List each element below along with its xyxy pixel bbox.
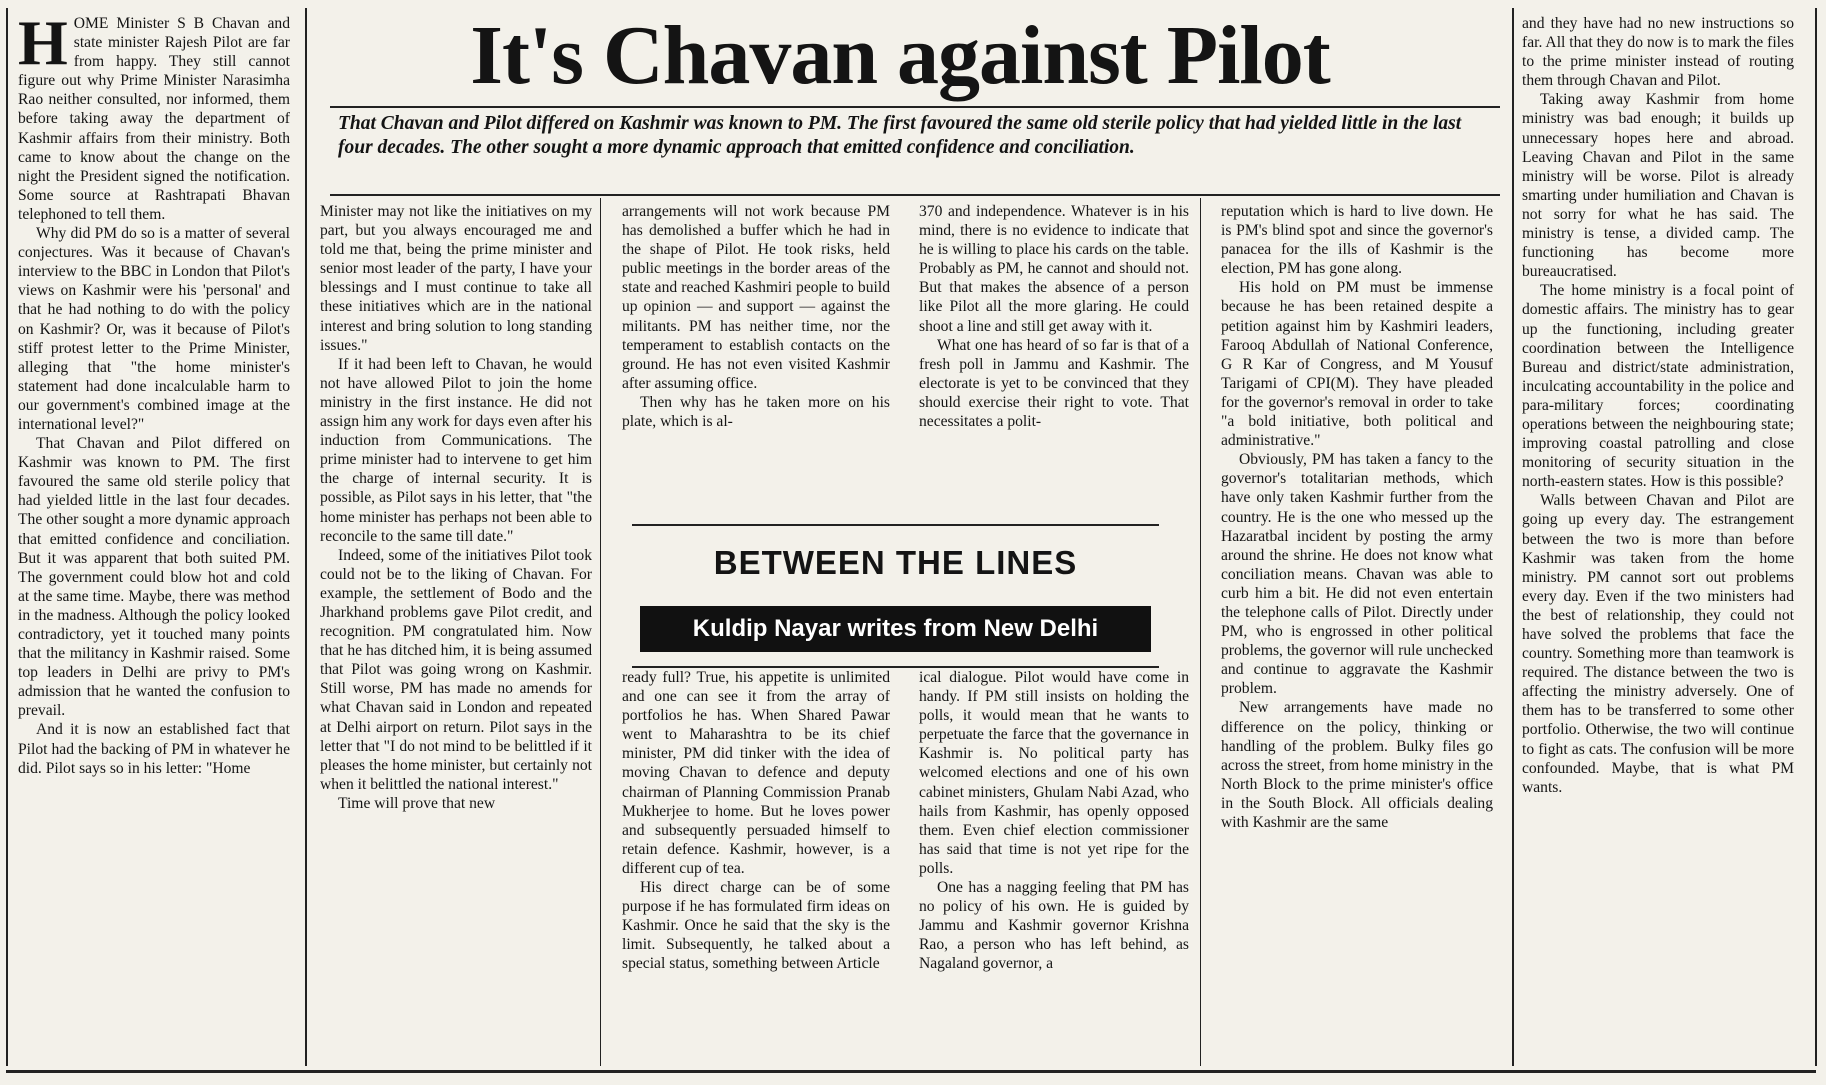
- paragraph: One has a nagging feeling that PM has no policy of his own. He is guided by Jammu and Kashmir governor Krishna Rao, a person who has left behind, as Nagaland governor, a: [919, 879, 1189, 973]
- paragraph: The home ministry is a focal point of domestic affairs. The ministry has to gear up the functioning, including greater coordination between the Intelligence Bureau and district/state administration, inculcating accountability in the police and para-military forces; coordinating operations between the neighbouring state; improving coastal patrolling and close monitoring of security situation in the north-eastern states. How is this possible?: [1522, 282, 1794, 491]
- paragraph: His hold on PM must be immense because he has been retained despite a petition against him by Kashmiri leaders, Farooq Abdullah of National Conference, G R Kar of Congress, and M Yousuf Tarigami of CPI(M). They have pleaded for the governor's removal in order to take "a bold initiative, both political and administrative.": [1221, 279, 1493, 450]
- lead-paragraph: OME Minister S B Chavan and state minister Rajesh Pilot are far from happy. They still cannot figure out why Prime Minister Narasimha Rao neither consulted, nor informed, them before taking away the department of Kashmir affairs from their ministry. Both came to know about the change on the night the President signed the notification. Some source at Rashtrapati Bhavan telephoned to tell them.: [18, 15, 290, 223]
- column-rule: [305, 8, 307, 1066]
- column-rule: [1512, 8, 1514, 1066]
- paragraph: arrangements will not work because PM has demolished a buffer which he had in the shape of Pilot. He took risks, held public meetings in the border areas of the state and reached Kashmiri people to build up opinion — and support — against the militants. PM has neither time, nor the temperament to establish contacts on the ground. He has not even visited Kashmir after assuming office.: [622, 203, 890, 392]
- article-column-4-bottom: [919, 668, 1189, 1068]
- article-column-5: [1221, 202, 1493, 1070]
- paragraph: Walls between Chavan and Pilot are going up every day. The estrangement between the two is more than before Kashmir was taken from the home ministry. PM cannot sort out problems every day. Even if the two ministers had the best of relationship, they could not have solved the problems that face the country. Something more than teamwork is required. The distance between the two is affecting the ministry adversely. One of them has to be transferred to some other portfolio. Otherwise, the two will continue to fight as cats. The confusion will be more confounded. Maybe, that is what PM wants.: [1522, 492, 1794, 796]
- paragraph: 370 and independence. Whatever is in his mind, there is no evidence to indicate that he is willing to place his cards on the table. Probably as PM, he cannot and should not. But that makes the absence of a person like Pilot all the more glaring. He could shoot a line and still get away with it.: [919, 203, 1189, 335]
- paragraph: That Chavan and Pilot differed on Kashmir was known to PM. The first favoured the same old sterile policy that had yielded little in the last four decades. The other sought a more dynamic approach that emitted confidence and conciliation. But it was apparent that both suited PM. The government could blow hot and cold at the same time. Maybe, there was method in the madness. Although the policy looked contradictory, yet it touched many points that the militancy in Kashmir raised. Some top leaders in Delhi are privy to PM's admission that he wanted the confusion to prevail.: [18, 435, 290, 720]
- column-title: BETWEEN THE LINES: [713, 544, 1078, 581]
- column-rule: [1200, 198, 1201, 1066]
- article-column-6: [1522, 14, 1794, 1070]
- column-rule: [6, 8, 8, 1066]
- article-column-3-top: [622, 202, 890, 514]
- headline-rule: [330, 106, 1500, 108]
- byline: Kuldip Nayar writes from New Delhi: [640, 606, 1151, 652]
- column-rule: [1815, 8, 1817, 1066]
- column-rule: [600, 198, 601, 1066]
- paragraph: If it had been left to Chavan, he would not have allowed Pilot to join the home ministry in the first instance. He did not assign him any work for days even after his induction from Communications. The prime minister had to intervene to get him the charge of internal security. It is possible, as Pilot says in his letter, that "the home minister has perhaps not been able to reconcile to the same till date.": [320, 355, 592, 545]
- article-column-1: [18, 14, 290, 1070]
- paragraph: Why did PM do so is a matter of several conjectures. Was it because of Chavan's interview to the BBC in London that Pilot's views on Kashmir were his 'personal' and that he had nothing to do with the policy on Kashmir? Or, was it because of Pilot's stiff protest letter to the Prime Minister, alleging that "the home minister's statement had done incalculable harm to our government's combined image at the international level?": [18, 225, 290, 433]
- article-column-2: [320, 202, 592, 1070]
- article-column-4-top: [919, 202, 1189, 514]
- paragraph: Then why has he taken more on his plate, which is al-: [622, 393, 890, 431]
- paragraph: What one has heard of so far is that of a fresh poll in Jammu and Kashmir. The electorate is yet to be convinced that they should exercise their right to vote. That necessitates a polit-: [919, 336, 1189, 431]
- paragraph: His direct charge can be of some purpose if he has formulated firm ideas on Kashmir. Once he said that the sky is the limit. Subsequently, he talked about a special status, something between Article: [622, 879, 890, 973]
- drop-cap: H: [18, 14, 68, 78]
- column-title-box: [632, 524, 1159, 668]
- article-column-3-bottom: [622, 668, 890, 1068]
- headline: It's Chavan against Pilot: [470, 9, 1330, 102]
- deck-rule: [330, 194, 1500, 196]
- paragraph: and they have had no new instructions so far. All that they do now is to mark the files to the prime minister instead of routing them through Chavan and Pilot.: [1522, 15, 1794, 90]
- paragraph: ready full? True, his appetite is unlimited and one can see it from the array of portfolios he has. When Shared Pawar went to Maharashtra to be its chief minister, PM did tinker with the idea of moving Chavan to defence and deputy chairman of Planning Commission Pranab Mukherjee to home. But he loves power and subsequently persuaded himself to retain defence. Kashmir, however, is a different cup of tea.: [622, 669, 890, 877]
- paragraph: Taking away Kashmir from home ministry was bad enough; it builds up unnecessary hopes here and abroad. Leaving Chavan and Pilot in the same ministry will be worse. Pilot is already smarting under humiliation and Chavan is not sorry for what he has said. The ministry is tense, a divided camp. The functioning has become more bureaucratised.: [1522, 91, 1794, 281]
- paragraph: New arrangements have made no difference on the policy, thinking or handling of the problem. Bulky files go across the street, from home ministry in the North Block to the prime minister's office in the South Block. All officials dealing with Kashmir are the same: [1221, 699, 1493, 831]
- bottom-rule: [6, 1070, 1816, 1073]
- deck-subheading: That Chavan and Pilot differed on Kashmir was known to PM. The first favoured the same old sterile policy that had yielded little in the last four decades. The other sought a more dynamic approach that emitted confidence and conciliation.: [338, 113, 1462, 158]
- paragraph: Time will prove that new: [338, 794, 496, 812]
- paragraph: reputation which is hard to live down. He is PM's blind spot and since the governor's panacea for the ills of Kashmir is the election, PM has gone along.: [1221, 203, 1493, 278]
- paragraph: And it is now an established fact that Pilot had the backing of PM in whatever he did. Pilot says so in his letter: "Home: [18, 721, 290, 777]
- paragraph: Obviously, PM has taken a fancy to the governor's totalitarian methods, which have only taken Kashmir further from the country. He is the one who messed up the Hazaratbal incident by posting the army around the shrine. He does not know what conciliation means. Chavan was able to curb him a bit. He did not even entertain the telephone calls of Pilot. Directly under PM, who is engrossed in other political problems, the governor will rule unchecked and continue to aggravate the Kashmir problem.: [1221, 451, 1493, 698]
- paragraph: ical dialogue. Pilot would have come in handy. If PM still insists on holding the polls, it would mean that he wants to perpetuate the farce that the governance in Kashmir is. No political party has welcomed elections and one of his own cabinet ministers, Ghulam Nabi Azad, who hails from Kashmir, has openly opposed them. Even chief election commissioner has said that time is not yet ripe for the polls.: [919, 669, 1189, 877]
- paragraph: Indeed, some of the initiatives Pilot took could not be to the liking of Chavan. For example, the settlement of Bodo and the Jharkhand problems gave Pilot credit, and recognition. PM congratulated him. Now that he has ditched him, it is being assumed that Pilot was going wrong on Kashmir. Still worse, PM has made no amends for what Chavan said in London and repeated at Delhi airport on return. Pilot says in the letter that "I do not mind to be belittled if it pleases the home minister, but certainly not when it belittled the national interest.": [320, 546, 592, 793]
- paragraph: Minister may not like the initiatives on my part, but you always encouraged me and told me that, being the prime minister and senior most leader of the party, I have your blessings and I must continue to take all these initiatives which are in the national interest and bring solution to long standing issues.": [320, 203, 592, 354]
